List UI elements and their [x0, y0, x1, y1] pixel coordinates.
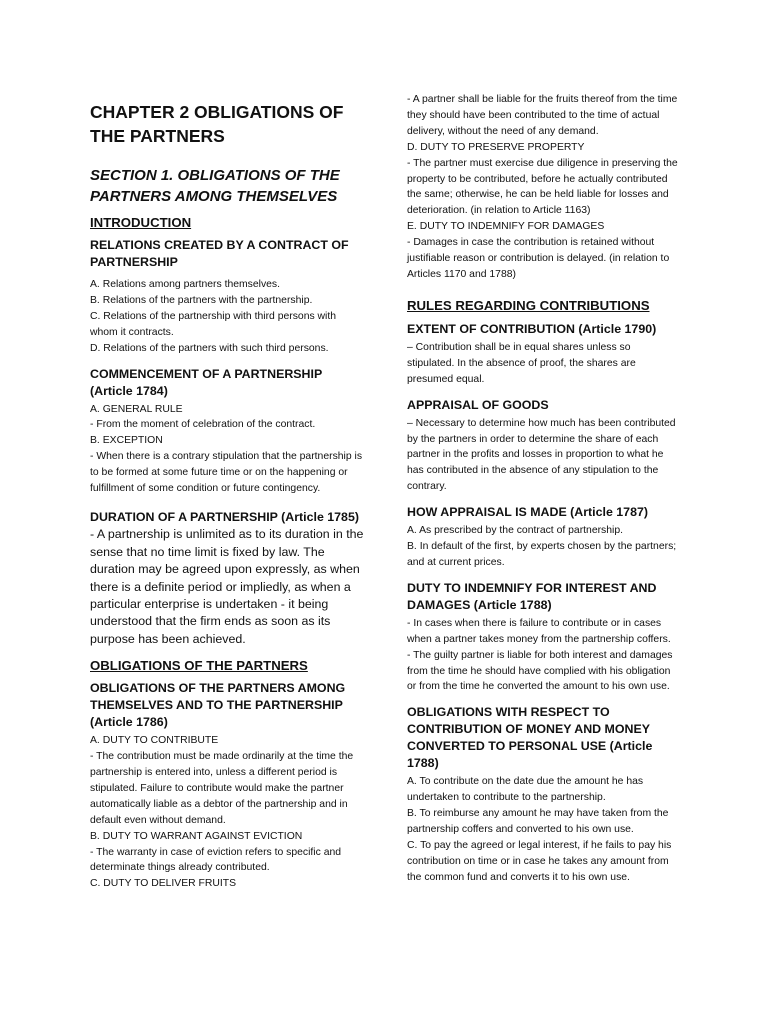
left-column [90, 0, 365, 892]
obligations-item: B. DUTY TO WARRANT AGAINST EVICTION [90, 830, 303, 842]
obligations-item: A. DUTY TO CONTRIBUTE [90, 735, 219, 747]
commencement-item: - When there is a contrary stipulation that the partnership is to be formed at some future time or on the happening or fulfillment of some condition or future contingency. [90, 451, 363, 495]
relations-item: C. Relations of the partnership with third persons with whom it contracts. [90, 310, 337, 338]
duty-item: E. DUTY TO INDEMNIFY FOR DAMAGES [407, 221, 605, 233]
appraisal-text: – Necessary to determine how much has been contributed by the partners in order to determine the share of each partner in the profits and losses in proportion to what he has contributed in the absence of any stipulation to the contrary. [407, 417, 676, 493]
obligations-heading: OBLIGATIONS OF THE PARTNERS [90, 658, 308, 674]
indemnify-item: - The guilty partner is liable for both interest and damages from the time he should have complied with his obligation or from the time he converted the amount to his own use. [407, 649, 673, 693]
duty-item: D. DUTY TO PRESERVE PROPERTY [407, 141, 585, 153]
right-column [407, 0, 679, 886]
section-title: SECTION 1. OBLIGATIONS OF THE PARTNERS AMONG THEMSELVES [90, 167, 340, 205]
relations-heading: RELATIONS CREATED BY A CONTRACT OF PARTNERSHIP [90, 238, 349, 269]
fruits-text: - A partner shall be liable for the fruits thereof from the time they should have been contributed to the time of actual delivery, without the need of any demand. [407, 94, 678, 137]
introduction-heading: INTRODUCTION [90, 215, 192, 230]
commencement-item: - From the moment of celebration of the contract. [90, 419, 316, 431]
commencement-item: A. GENERAL RULE [90, 403, 183, 415]
indemnify-item: - In cases when there is failure to contribute or in cases when a partner takes money from the partnership coffers. [407, 617, 671, 645]
commencement-item: B. EXCEPTION [90, 435, 163, 447]
duty-text: - The partner must exercise due diligence in preserving the property to be contributed, before he actually contributed the same; otherwise, he can be held liable for losses and deterioration. (in relation to Article 1163) [407, 157, 678, 217]
how-item: A. As prescribed by the contract of partnership. [407, 525, 624, 537]
extent-heading: EXTENT OF CONTRIBUTION (Article 1790) [407, 321, 657, 336]
chapter-title [90, 100, 365, 148]
relations-item: B. Relations of the partners with the partnership. [90, 294, 313, 306]
duty-text: - Damages in case the contribution is retained without justifiable reason or contribution is delayed. (in relation to Articles 1170 and 1788) [407, 237, 670, 280]
money-item: C. To pay the agreed or legal interest, if he fails to pay his contribution on time or in case he takes any amount from the common fund and converts it to his own use. [407, 840, 672, 883]
appraisal-heading: APPRAISAL OF GOODS [407, 397, 549, 412]
obligations-item: - The warranty in case of eviction refers to specific and determinate things already contributed. [90, 846, 342, 874]
money-heading: OBLIGATIONS WITH RESPECT TO CONTRIBUTION OF MONEY AND MONEY CONVERTED TO PERSONAL USE (Article 1788) [407, 705, 653, 771]
relations-item: D. Relations of the partners with such third persons. [90, 342, 329, 354]
money-item: B. To reimburse any amount he may have taken from the partnership coffers and converted to his own use. [407, 808, 669, 836]
chapter-title-line2: THE PARTNERS [90, 126, 225, 146]
money-item: A. To contribute on the date due the amount he has undertaken to contribute to the partnership. [407, 776, 644, 804]
how-item: B. In default of the first, by experts chosen by the partners; and at current prices. [407, 541, 677, 568]
obligations-sub-heading: OBLIGATIONS OF THE PARTNERS AMONG THEMSELVES AND TO THE PARTNERSHIP (Article 1786) [90, 681, 346, 730]
how-appraisal-heading: HOW APPRAISAL IS MADE (Article 1787) [407, 505, 648, 520]
obligations-item: C. DUTY TO DELIVER FRUITS [90, 878, 237, 890]
relations-item: A. Relations among partners themselves. [90, 279, 281, 290]
duration-text: - A partnership is unlimited as to its duration in the sense that no time limit is fixed by law. The duration may be agreed upon expressly, as when there is a definite period or impliedly, as when a particular enterprise is undertaken - it being understood that the firm ends as soon as its purpose has been achieved. [90, 527, 364, 646]
rules-heading: RULES REGARDING CONTRIBUTIONS [407, 297, 650, 313]
obligations-item: - The contribution must be made ordinarily at the time the partnership is entered into, unless a different period is stipulated. Failure to contribute would make the partner automatically liable as a debtor of the partnership and in default even without demand. [90, 751, 354, 826]
extent-text: – Contribution shall be in equal shares unless so stipulated. In the absence of proof, the shares are presumed equal. [407, 341, 636, 385]
duration-heading: DURATION OF A PARTNERSHIP (Article 1785) [90, 509, 359, 524]
duration-paragraph [90, 509, 365, 648]
commencement-heading: COMMENCEMENT OF A PARTNERSHIP (Article 1784) [90, 366, 322, 398]
indemnify-heading: DUTY TO INDEMNIFY FOR INTEREST AND DAMAGES (Article 1788) [407, 580, 657, 612]
chapter-title-line1: CHAPTER 2 OBLIGATIONS OF [90, 102, 344, 122]
